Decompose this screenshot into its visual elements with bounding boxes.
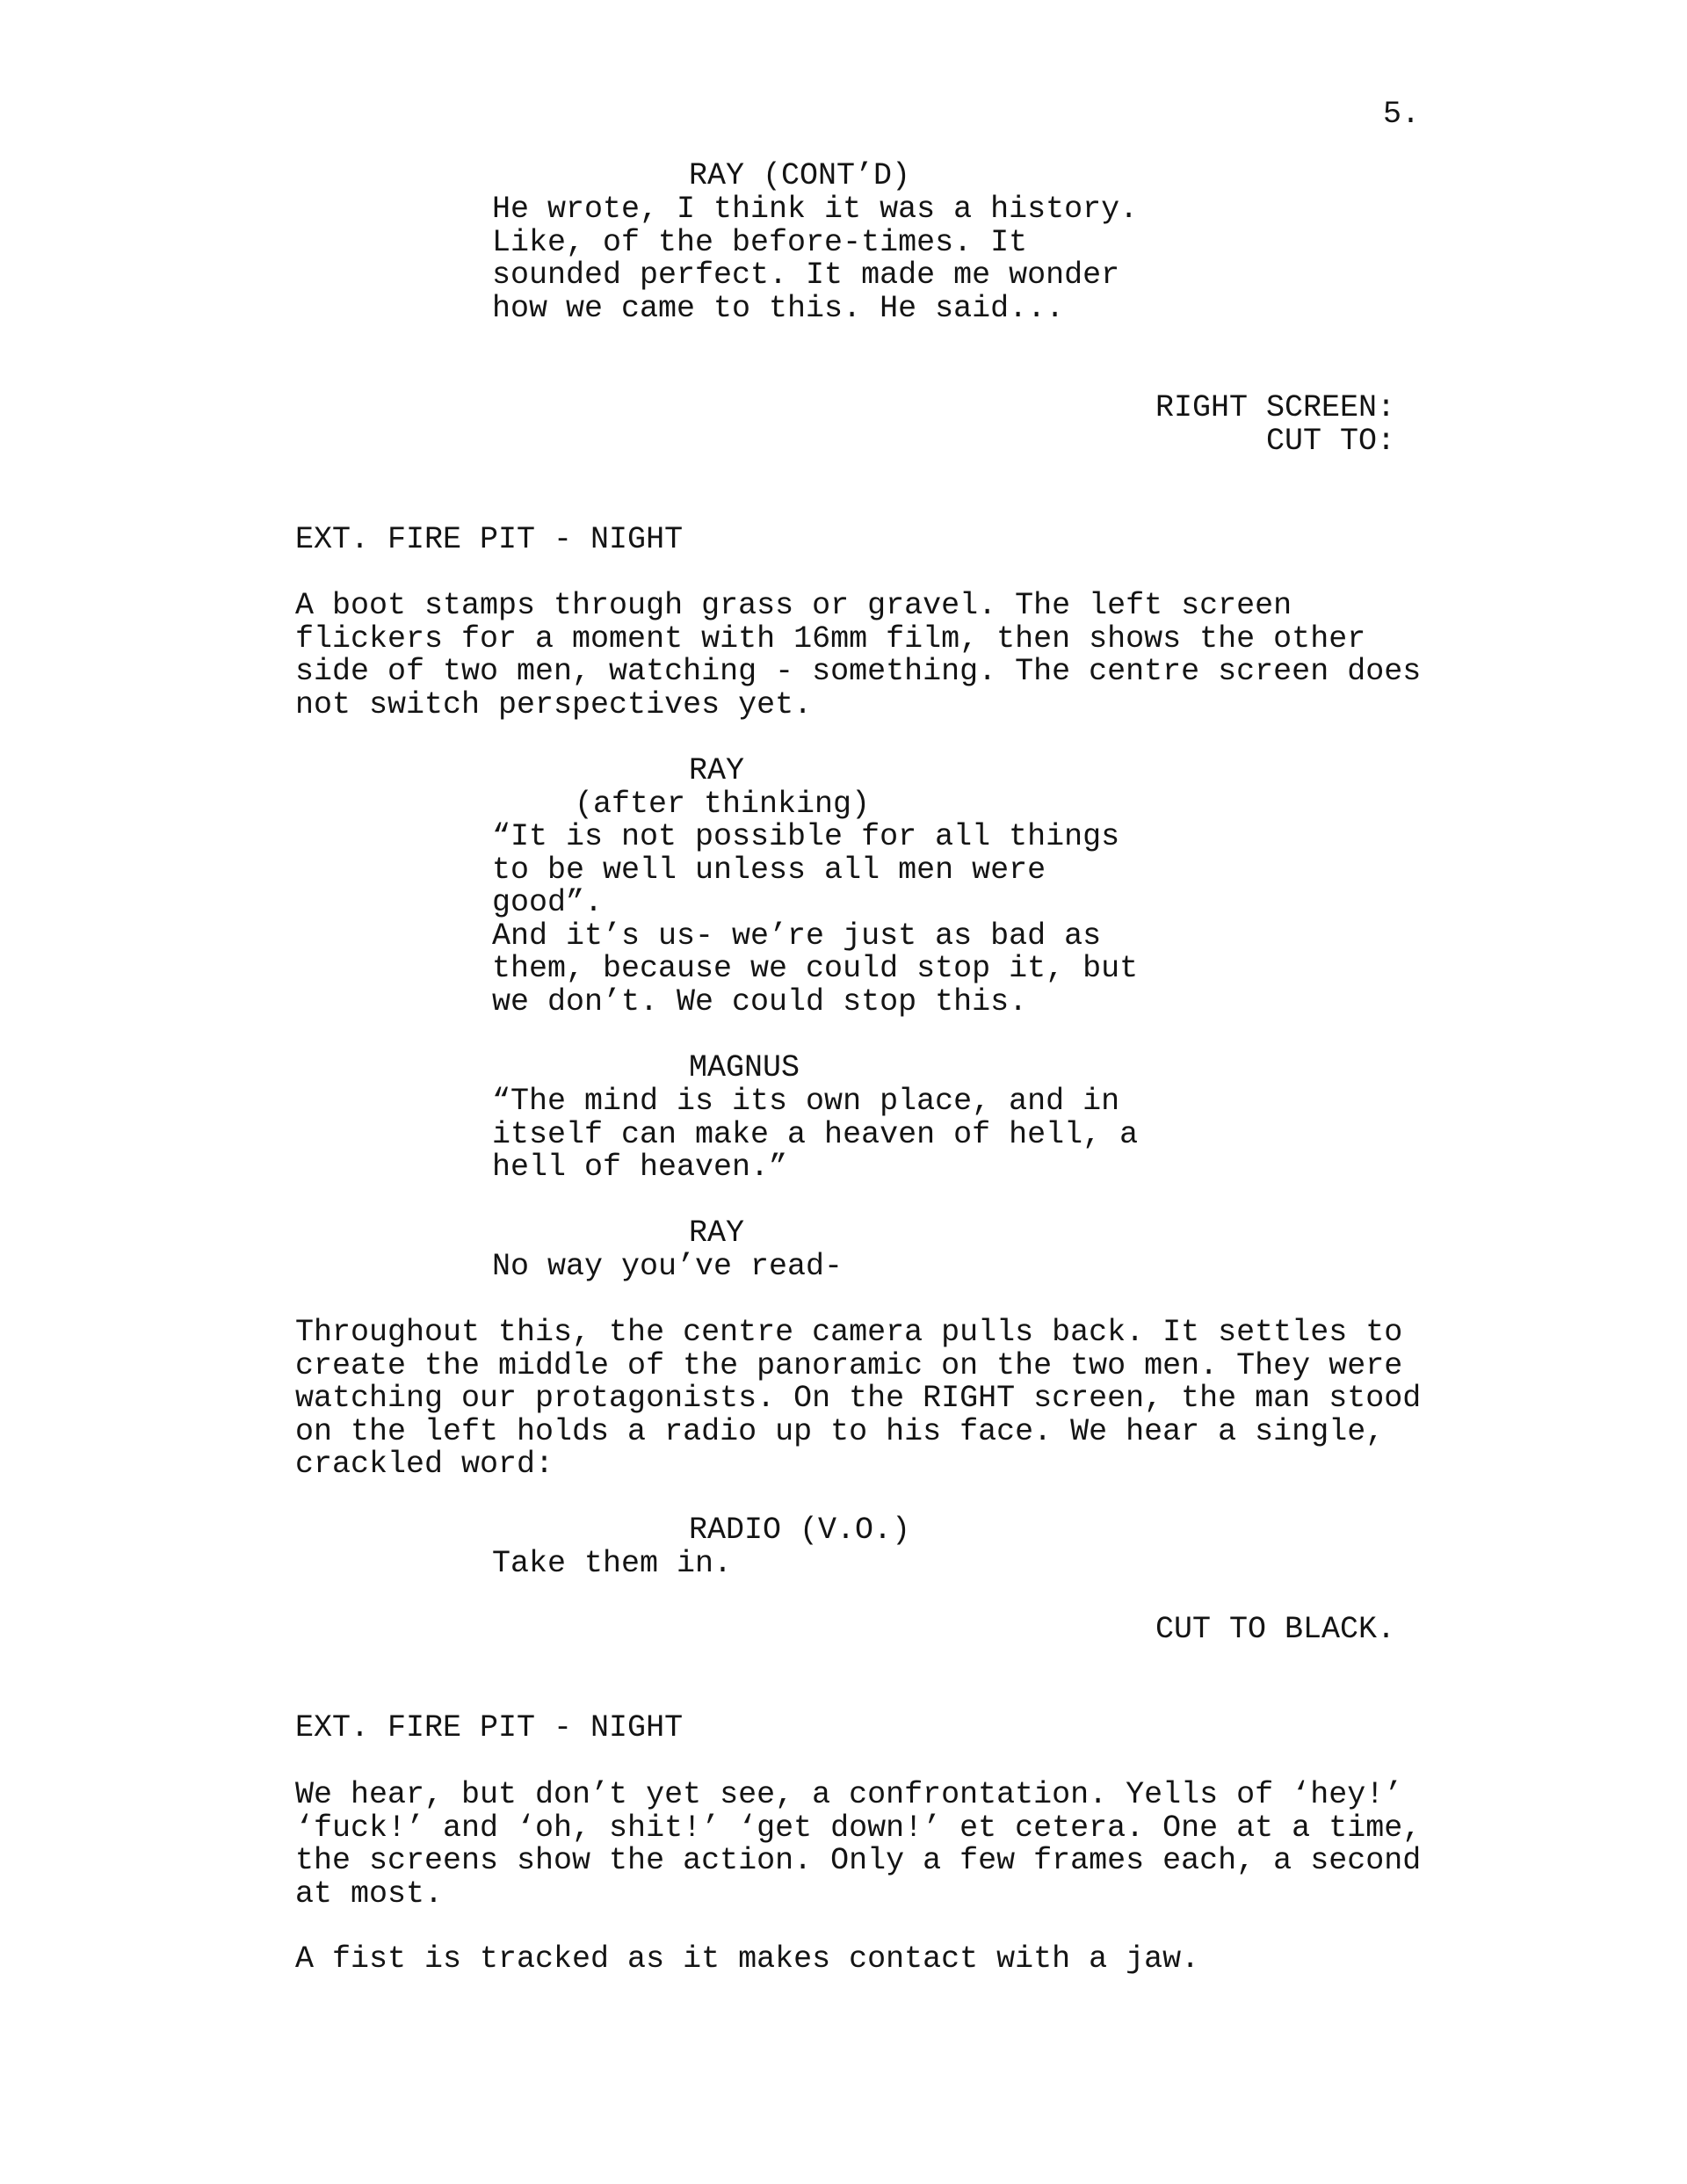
action-line: ‘fuck!’ and ‘oh, shit!’ ‘get down!’ et cetera. One at a time, [295, 1810, 1422, 1846]
action-line: We hear, but don’t yet see, a confrontation. Yells of ‘hey!’ [295, 1777, 1403, 1812]
transition: RIGHT SCREEN: [1155, 390, 1395, 425]
dialogue-block [492, 821, 1138, 1019]
dialogue-line: how we came to this. He said... [492, 290, 1065, 326]
dialogue-line: “The mind is its own place, and in [492, 1084, 1120, 1119]
dialogue-line: “It is not possible for all things [492, 819, 1120, 854]
action-line: at most. [295, 1876, 444, 1912]
action-line: watching our protagonists. On the RIGHT screen, the man stood [295, 1381, 1422, 1417]
dialogue-line: Take them in. [492, 1546, 733, 1581]
action-line: create the middle of the panoramic on the two men. They were [295, 1347, 1403, 1383]
page-number: 5. [1383, 97, 1421, 132]
action-line: Throughout this, the centre camera pulls back. It settles to [295, 1315, 1403, 1350]
action-line: flickers for a moment with 16mm film, then shows the other [295, 620, 1366, 657]
dialogue-line: Like, of the before-times. It [492, 224, 1028, 260]
scene-heading: EXT. FIRE PIT - NIGHT [295, 1710, 684, 1745]
character-cue: RAY (CONT’D) [689, 158, 911, 193]
scene-heading: EXT. FIRE PIT - NIGHT [295, 522, 684, 557]
dialogue-line: we don’t. We could stop this. [492, 983, 1028, 1019]
character-cue: RAY [689, 1215, 745, 1251]
dialogue-line: them, because we could stop it, but [492, 951, 1139, 987]
transition: CUT TO: [1265, 424, 1395, 459]
dialogue-block [492, 193, 1138, 325]
action-block [295, 590, 1421, 722]
action-block [295, 1317, 1421, 1482]
action-line: on the left holds a radio up to his face. We hear a single, [295, 1413, 1385, 1449]
character-cue: MAGNUS [689, 1050, 800, 1085]
action-line: side of two men, watching - something. The centre screen does [295, 654, 1422, 690]
dialogue-block [492, 1085, 1138, 1185]
dialogue-line: good”. [492, 885, 604, 921]
dialogue-line: to be well unless all men were [492, 852, 1046, 888]
action-block [295, 1779, 1421, 1911]
character-cue: RADIO (V.O.) [689, 1513, 911, 1548]
action-line: A boot stamps through grass or gravel. The left screen [295, 588, 1292, 623]
dialogue-line: He wrote, I think it was a history. [492, 192, 1139, 227]
dialogue-line: sounded perfect. It made me wonder [492, 258, 1120, 294]
transition: CUT TO BLACK. [1155, 1612, 1395, 1647]
action-line: crackled word: [295, 1447, 554, 1483]
dialogue-line: itself can make a heaven of hell, a [492, 1116, 1139, 1152]
character-cue: RAY [689, 753, 745, 788]
dialogue-line: And it’s us- we’re just as bad as [492, 918, 1102, 954]
dialogue-line: hell of heaven.” [492, 1150, 788, 1186]
dialogue-line: No way you’ve read- [492, 1249, 844, 1284]
parenthetical: (after thinking) [575, 787, 871, 822]
action-line: not switch perspectives yet. [295, 686, 813, 722]
action-line: the screens show the action. Only a few frames each, a second [295, 1843, 1422, 1879]
action-line: A fist is tracked as it makes contact with a jaw. [295, 1941, 1200, 1977]
